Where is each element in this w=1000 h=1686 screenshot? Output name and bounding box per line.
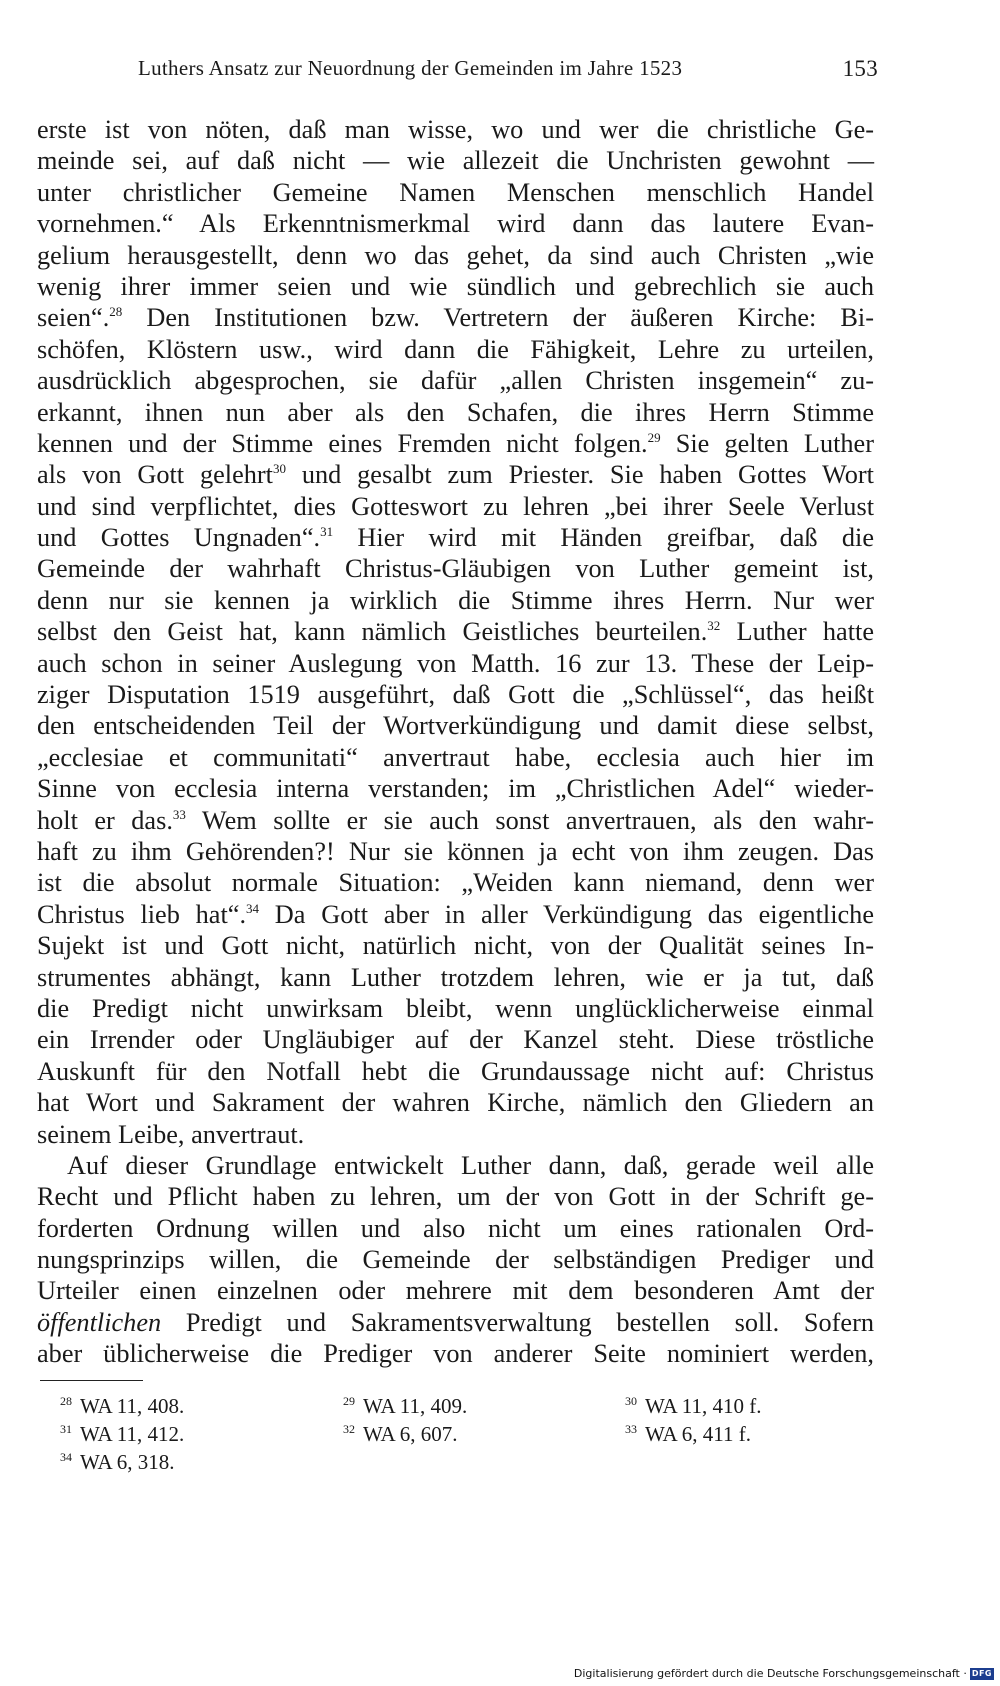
main-text: [37, 114, 874, 1370]
text-segment: Predigt und Sakramentsverwaltung bestellen soll. Sofern: [161, 1307, 874, 1337]
footnote-text: WA 11, 408.: [80, 1394, 185, 1418]
text-line: [37, 899, 874, 930]
text-line: und sind verpflichtet, dies Gotteswort zu lehren „bei ihrer Seele Verlust: [37, 491, 874, 521]
text-line: erste ist von nöten, daß man wisse, wo und wer die christliche Ge-: [37, 115, 874, 144]
footnotes: [60, 1392, 820, 1476]
footnote-text: WA 6, 411 f.: [645, 1422, 751, 1446]
text-line: ist die absolut normale Situation: „Weiden kann niemand, denn wer: [37, 868, 874, 898]
text-line: aber üblicherweise die Prediger von anderer Seite nominiert werden,: [37, 1339, 874, 1369]
text-line: [37, 428, 874, 459]
text-line: seinem Leibe, anvertraut.: [37, 1119, 305, 1149]
emphasis-text: öffentlichen: [37, 1307, 162, 1337]
text-segment: seien“.: [37, 303, 110, 333]
text-segment: und Gottes Ungnaden“.: [37, 523, 321, 553]
text-segment: Sie gelten Luther: [660, 428, 874, 458]
footnote-row: [60, 1392, 820, 1420]
text-line: „ecclesiae et communitati“ anvertraut habe, ecclesia auch hier im: [37, 742, 874, 772]
text-line: wenig ihrer immer seien und wie sündlich und gebrechlich sie auch: [37, 271, 874, 301]
footnote-29: [343, 1392, 467, 1423]
footnote-ref-30[interactable]: 30: [272, 461, 286, 477]
footnote-32: [343, 1420, 458, 1451]
text-line: den entscheidenden Teil der Wortverkündigung und damit diese selbst,: [37, 711, 874, 741]
footnote-text: WA 6, 318.: [80, 1450, 175, 1474]
text-line: schöfen, Klöstern usw., wird dann die Fähigkeit, Lehre zu urteilen,: [37, 334, 874, 364]
footnote-number: 29: [343, 1394, 355, 1408]
footnote-number: 32: [343, 1422, 355, 1436]
footnote-text: WA 11, 409.: [363, 1394, 468, 1418]
text-segment: holt er das.: [37, 805, 173, 835]
text-line: hat Wort und Sakrament der wahren Kirche, nämlich den Gliedern an: [37, 1088, 874, 1118]
footnote-ref-33[interactable]: 33: [172, 806, 186, 822]
text-line: ziger Disputation 1519 ausgeführt, daß Gott die „Schlüssel“, das heißt: [37, 680, 874, 710]
text-segment: Hier wird mit Händen greifbar, daß die: [333, 523, 874, 553]
text-line: denn nur sie kennen ja wirklich die Stimme ihres Herrn. Nur wer: [37, 585, 874, 615]
footnote-number: 31: [60, 1422, 72, 1436]
credit-text: Digitalisierung gefördert durch die Deutsche Forschungsgemeinschaft ·: [573, 1667, 967, 1680]
text-line: ein Irrender oder Ungläubiger auf der Kanzel steht. Diese tröstliche: [37, 1025, 874, 1055]
footnote-text: WA 11, 410 f.: [645, 1394, 762, 1418]
text-segment: und gesalbt zum Priester. Sie haben Gottes Wort: [285, 460, 874, 490]
text-line: Gemeinde der wahrhaft Christus-Gläubigen von Luther gemeint ist,: [37, 554, 874, 584]
text-line: meinde sei, auf daß nicht — wie allezeit die Unchristen gewohnt —: [37, 146, 874, 176]
text-line: Sujekt ist und Gott nicht, natürlich nicht, von der Qualität seines In-: [37, 931, 874, 961]
text-segment: selbst den Geist hat, kann nämlich Geistliches beurteilen.: [37, 617, 708, 647]
text-line: gelium herausgestellt, denn wo das gehet, da sind auch Christen „wie: [37, 240, 874, 270]
footnote-ref-34[interactable]: 34: [246, 900, 260, 916]
text-line: auch schon in seiner Auslegung von Matth. 16 zur 13. These der Leip-: [37, 648, 874, 678]
footnote-ref-28[interactable]: 28: [109, 304, 123, 320]
footnote-ref-31[interactable]: 31: [320, 524, 334, 540]
text-line: ausdrücklich abgesprochen, sie dafür „allen Christen insgemein“ zu-: [37, 366, 874, 396]
footnote-number: 34: [60, 1450, 72, 1464]
footnote-33: [625, 1420, 751, 1451]
footnote-number: 28: [60, 1394, 72, 1408]
text-segment: Christus lieb hat“.: [37, 899, 247, 929]
footnote-text: WA 11, 412.: [80, 1422, 185, 1446]
text-segment: Den Institutionen bzw. Vertretern der äußeren Kirche: Bi-: [122, 303, 874, 333]
text-segment: als von Gott gelehrt: [37, 460, 273, 490]
text-segment: Da Gott aber in aller Verkündigung das eigentliche: [259, 899, 874, 929]
text-line: [37, 522, 874, 553]
text-segment: kennen und der Stimme eines Fremden nicht folgen.: [37, 428, 648, 458]
dfg-logo-icon: DFG: [971, 1668, 992, 1678]
text-line: [37, 805, 874, 836]
footnote-divider: [40, 1380, 143, 1381]
text-line: Urteiler einen einzelnen oder mehrere mit dem besonderen Amt der: [37, 1276, 874, 1306]
text-line: Auskunft für den Notfall hebt die Grundaussage nicht auf: Christus: [37, 1056, 874, 1086]
text-line: Auf dieser Grundlage entwickelt Luther dann, daß, gerade weil alle: [67, 1150, 874, 1180]
text-segment: Wem sollte er sie auch sonst anvertrauen, als den wahr-: [185, 805, 874, 835]
text-line: [37, 459, 874, 490]
footnote-text: WA 6, 607.: [363, 1422, 458, 1446]
text-line: strumentes abhängt, kann Luther trotzdem lehren, wie er ja tut, daß: [37, 962, 874, 992]
footnote-row: [60, 1448, 820, 1476]
footnote-31: [60, 1420, 184, 1451]
footnote-row: [60, 1420, 820, 1448]
page-number: 153: [842, 56, 878, 81]
digitization-credit: [574, 1667, 994, 1680]
text-line: Sinne von ecclesia interna verstanden; im „Christlichen Adel“ wieder-: [37, 774, 874, 804]
running-title: Luthers Ansatz zur Neuordnung der Gemeinden im Jahre 1523: [138, 56, 683, 80]
text-line: [37, 302, 874, 333]
text-line: erkannt, ihnen nun aber als den Schafen, die ihres Herrn Stimme: [37, 397, 874, 427]
text-line: haft zu ihm Gehörenden?! Nur sie können ja echt von ihm zeugen. Das: [37, 836, 874, 866]
text-line: nungsprinzips willen, die Gemeinde der selbständigen Prediger und: [37, 1245, 874, 1275]
footnote-28: [60, 1392, 184, 1423]
footnote-30: [625, 1392, 761, 1423]
text-line: [37, 1307, 874, 1338]
footnote-ref-29[interactable]: 29: [647, 429, 661, 445]
footnote-ref-32[interactable]: 32: [707, 618, 721, 634]
text-line: forderten Ordnung willen und also nicht um eines rationalen Ord-: [37, 1213, 874, 1243]
text-line: Recht und Pflicht haben zu lehren, um der von Gott in der Schrift ge-: [37, 1182, 874, 1212]
footnote-34: [60, 1448, 175, 1479]
text-line: die Predigt nicht unwirksam bleibt, wenn unglücklicherweise einmal: [37, 993, 874, 1023]
text-line: unter christlicher Gemeine Namen Menschen menschlich Handel: [37, 177, 874, 207]
running-header: [138, 56, 878, 90]
footnote-number: 33: [625, 1422, 637, 1436]
footnote-number: 30: [625, 1394, 637, 1408]
text-segment: Luther hatte: [720, 617, 874, 647]
text-line: [37, 616, 874, 647]
text-line: vornehmen.“ Als Erkenntnismerkmal wird dann das lautere Evan-: [37, 209, 874, 239]
